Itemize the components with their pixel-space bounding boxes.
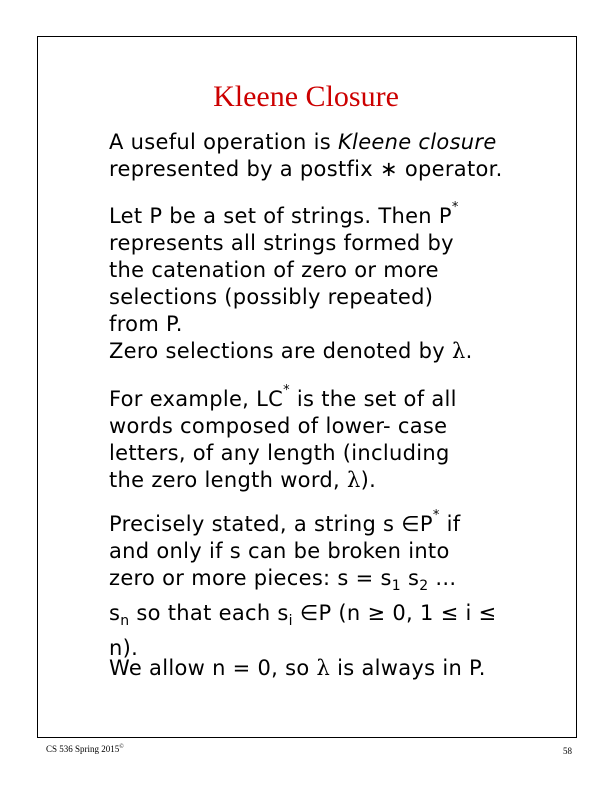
- page-number: 58: [563, 746, 572, 756]
- precise-definition-paragraph: Precisely stated, a string s ∈P* if and only if s can be broken into zero or more pieces: $s = s_1$ $s_2$ ... $s_n$ so that each $s_i$ ∈P (n ≥ 0, 1 ≤ i ≤ n).: [109, 508, 497, 661]
- definition-paragraph: Let P be a set of strings. Then P* represents all strings formed by the catenation of zero or more selections (possibly repeated) from P.: [109, 200, 459, 336]
- copyright-symbol: ©: [119, 744, 124, 750]
- kleene-closure-term: Kleene closure: [337, 130, 497, 154]
- footer-course: CS 536 Spring 2015©: [46, 744, 124, 754]
- slide-title: Kleene Closure: [213, 80, 399, 113]
- zero-selections-paragraph: Zero selections are denoted by λ.: [109, 339, 473, 363]
- intro-paragraph: A useful operation is Kleene closure represented by a postfix ∗ operator.: [109, 130, 503, 181]
- example-paragraph: For example, LC* is the set of all words composed of lower- case letters, of any length (including the zero length word, λ).: [109, 383, 457, 492]
- allow-zero-paragraph: We allow n = 0, so λ is always in P.: [109, 656, 486, 680]
